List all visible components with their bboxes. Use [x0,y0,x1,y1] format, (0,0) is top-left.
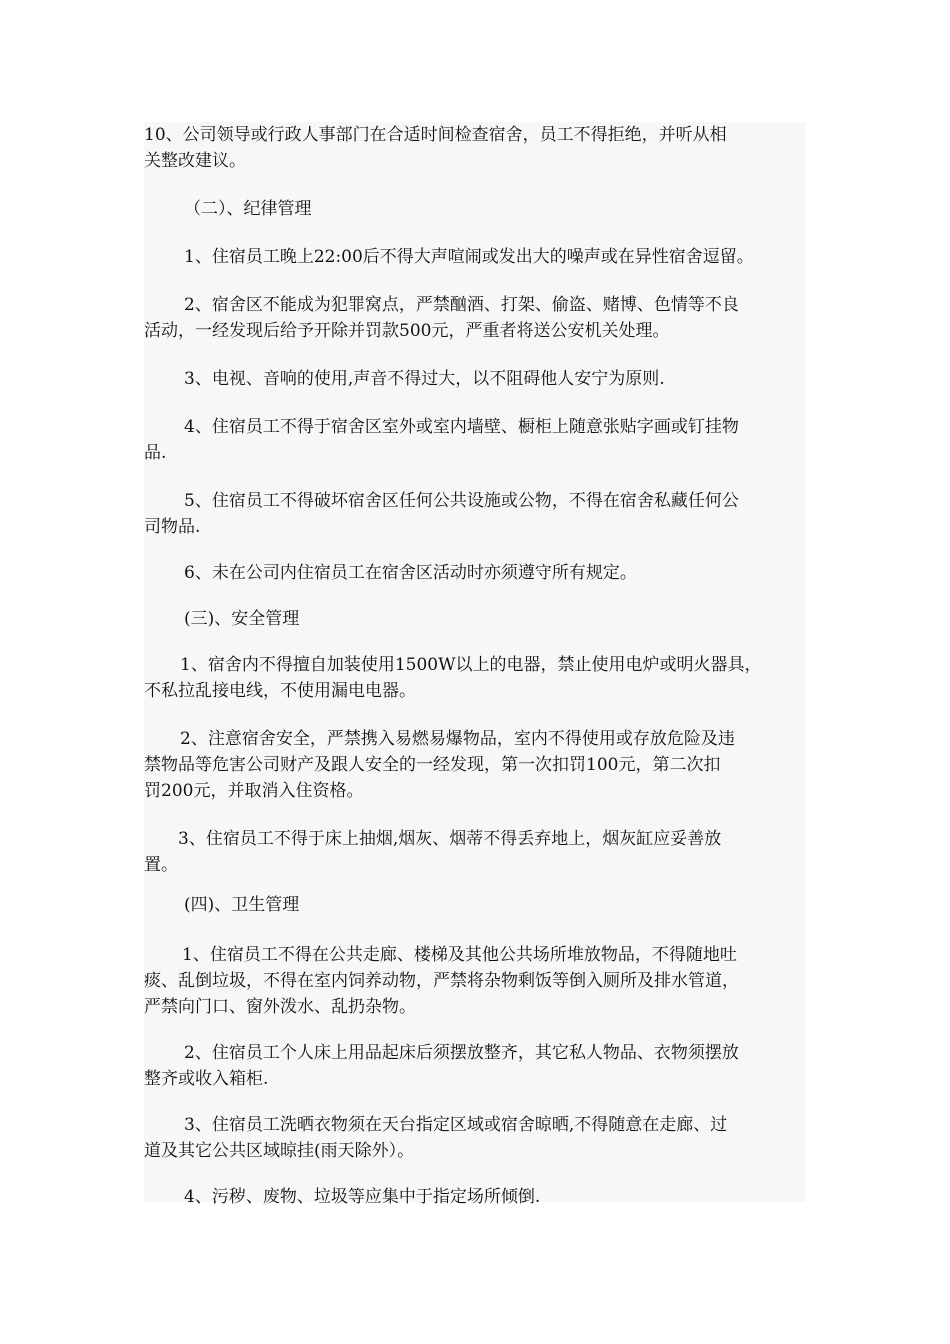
safety-2-line-2: 禁物品等危害公司财产及跟人安全的一经发现，第一次扣罚100元，第二次扣 [144,755,721,775]
item-10-line-2: 关整改建议。 [144,151,246,171]
hygiene-2-line-2: 整齐或收入箱柜. [144,1069,269,1089]
hygiene-4: 4、污秽、废物、垃圾等应集中于指定场所倾倒. [184,1187,541,1207]
safety-1-line-2: 不私拉乱接电线，不使用漏电电器。 [144,681,416,701]
discipline-4-line-2: 品. [144,443,167,463]
heading-safety: (三)、安全管理 [184,609,300,629]
item-10-line-1: 10、公司领导或行政人事部门在合适时间检查宿舍，员工不得拒绝，并听从相 [144,125,727,145]
hygiene-1-line-1: 1、住宿员工不得在公共走廊、楼梯及其他公共场所堆放物品，不得随地吐 [182,945,737,965]
hygiene-1-line-2: 痰、乱倒垃圾，不得在室内饲养动物，严禁将杂物剩饭等倒入厕所及排水管道， [144,971,739,991]
discipline-5-line-2: 司物品. [144,517,201,537]
discipline-2-line-1: 2、宿舍区不能成为犯罪窝点，严禁酗酒、打架、偷盗、赌博、色情等不良 [184,295,739,315]
discipline-4-line-1: 4、住宿员工不得于宿舍区室外或室内墙壁、橱柜上随意张贴字画或钉挂物 [184,417,739,437]
heading-hygiene: (四)、卫生管理 [184,895,300,915]
safety-3-line-2: 置。 [144,855,178,875]
safety-2-line-3: 罚200元，并取消入住资格。 [144,781,364,801]
text-block [144,122,806,1207]
hygiene-2-line-1: 2、住宿员工个人床上用品起床后须摆放整齐，其它私人物品、衣物须摆放 [184,1043,739,1063]
discipline-1: 1、住宿员工晚上22:00后不得大声喧闹或发出大的噪声或在异性宿舍逗留。 [184,247,754,267]
heading-discipline: （二）、纪律管理 [184,199,312,219]
hygiene-3-line-2: 道及其它公共区域晾挂(雨天除外）。 [144,1141,415,1161]
discipline-2-line-2: 活动，一经发现后给予开除并罚款500元，严重者将送公安机关处理。 [144,321,670,341]
safety-2-line-1: 2、注意宿舍安全，严禁携入易燃易爆物品，室内不得使用或存放危险及违 [180,729,735,749]
safety-3-line-1: 3、住宿员工不得于床上抽烟,烟灰、烟蒂不得丢弃地上，烟灰缸应妥善放 [178,829,722,849]
discipline-5-line-1: 5、住宿员工不得破坏宿舍区任何公共设施或公物，不得在宿舍私藏任何公 [184,491,739,511]
safety-1-line-1: 1、宿舍内不得擅自加装使用1500W以上的电器，禁止使用电炉或明火器具， [180,655,762,675]
hygiene-3-line-1: 3、住宿员工洗晒衣物须在天台指定区域或宿舍晾晒,不得随意在走廊、过 [184,1115,728,1135]
discipline-6: 6、未在公司内住宿员工在宿舍区活动时亦须遵守所有规定。 [184,563,637,583]
discipline-3: 3、电视、音响的使用,声音不得过大，以不阻碍他人安宁为原则. [184,369,665,389]
hygiene-1-line-3: 严禁向门口、窗外泼水、乱扔杂物。 [144,997,416,1017]
